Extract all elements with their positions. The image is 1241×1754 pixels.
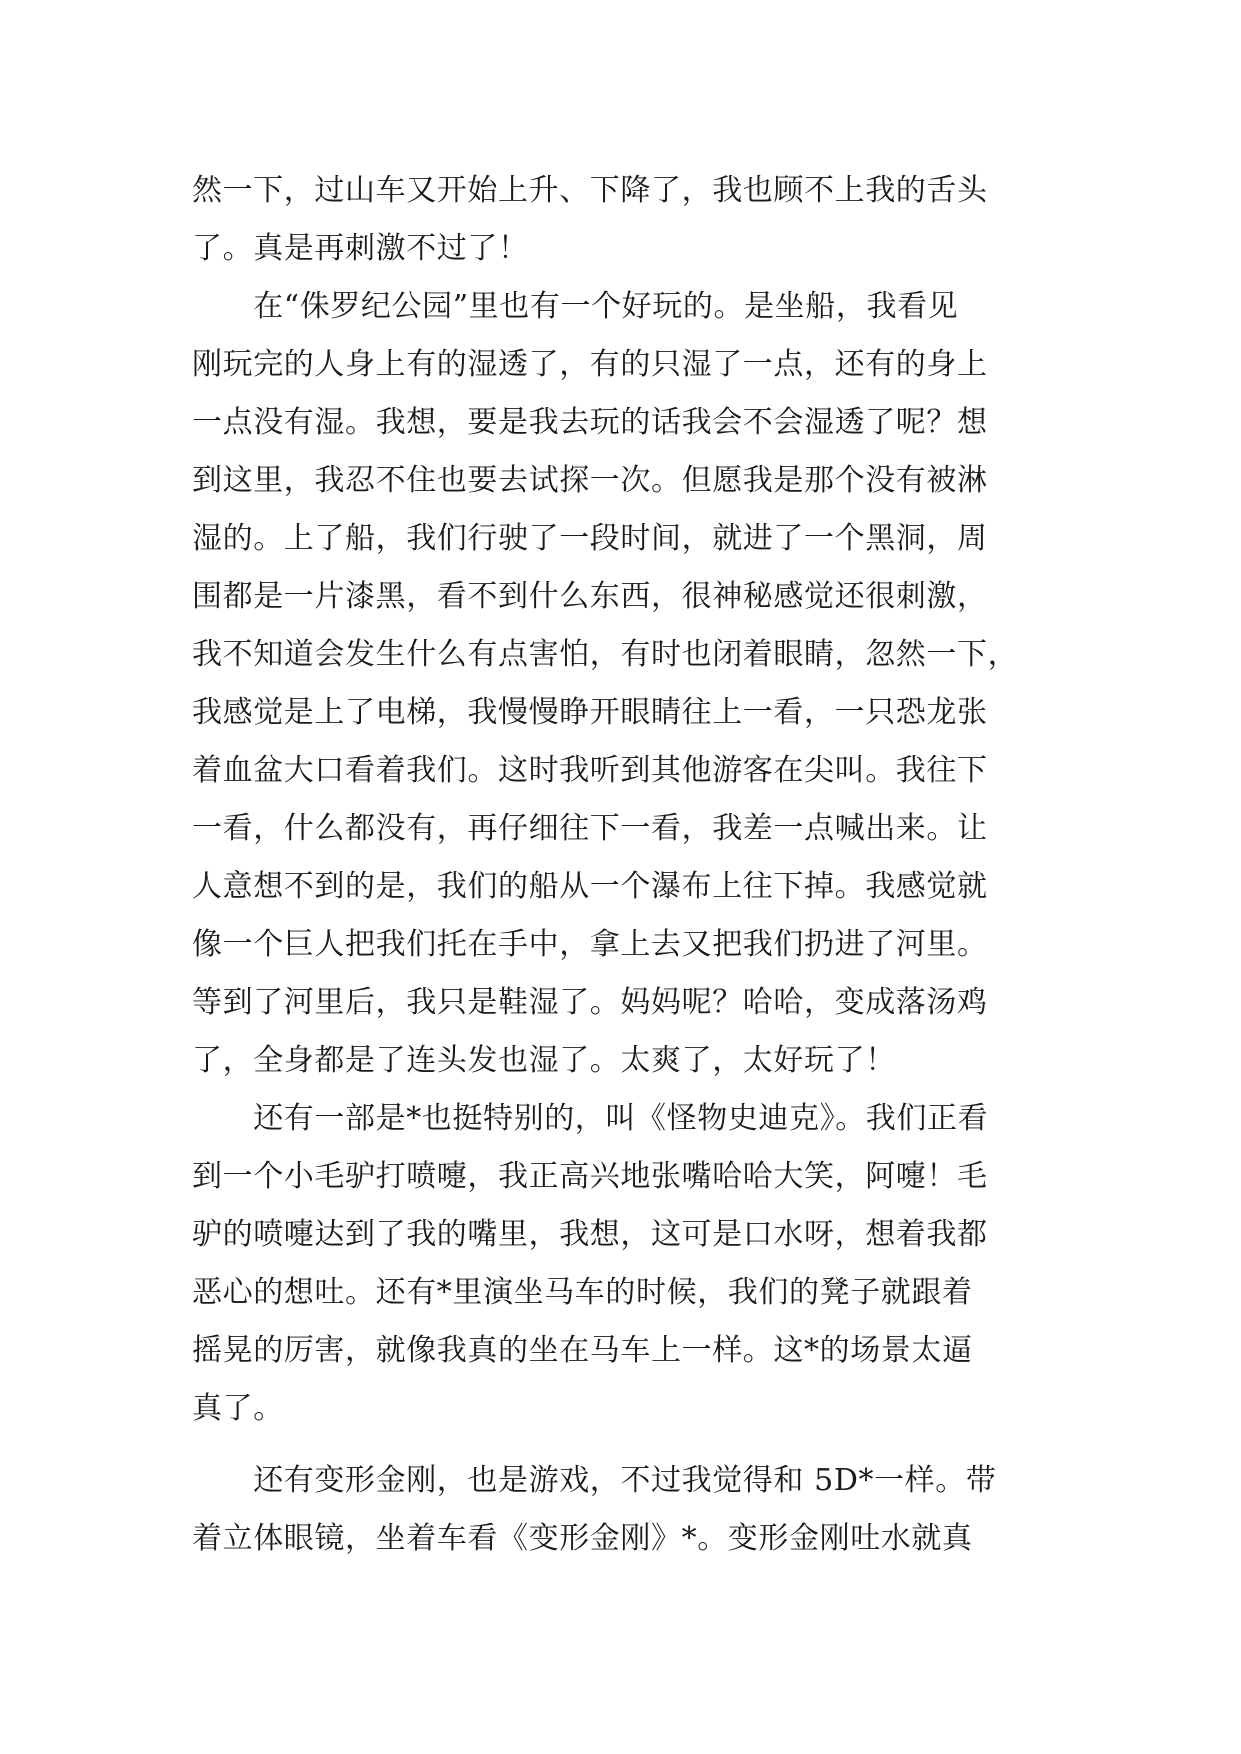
text-line: 真了。 xyxy=(192,1391,284,1426)
text-line: 着立体眼镜，坐着车看《变形金刚》*。变形金刚吐水就真 xyxy=(192,1521,973,1556)
text-line: 一点没有湿。我想，要是我去玩的话我会不会湿透了呢？想 xyxy=(192,405,988,440)
paragraph-4 xyxy=(192,1452,1060,1568)
text-line: 人意想不到的是，我们的船从一个瀑布上往下掉。我感觉就 xyxy=(192,869,988,904)
text-line: 了。真是再刺激不过了！ xyxy=(192,231,529,266)
document-page xyxy=(192,162,1060,1568)
text-line: 像一个巨人把我们托在手中，拿上去又把我们扔进了河里。 xyxy=(192,927,988,962)
text-line: 围都是一片漆黑，看不到什么东西，很神秘感觉还很刺激， xyxy=(192,579,988,614)
text-line: 我不知道会发生什么有点害怕，有时也闭着眼睛，忽然一下， xyxy=(192,637,1019,672)
text-line: 到这里，我忍不住也要去试探一次。但愿我是那个没有被淋 xyxy=(192,463,988,498)
text-line: 我感觉是上了电梯，我慢慢睁开眼睛往上一看，一只恐龙张 xyxy=(192,695,988,730)
paragraph-3 xyxy=(192,1090,1060,1438)
text-line: 恶心的想吐。还有*里演坐马车的时候，我们的凳子就跟着 xyxy=(192,1275,973,1310)
paragraph-1 xyxy=(192,162,1060,278)
text-line: 摇晃的厉害，就像我真的坐在马车上一样。这*的场景太逼 xyxy=(192,1333,973,1368)
paragraph-spacer xyxy=(192,1438,1060,1452)
paragraph-2 xyxy=(192,278,1060,1090)
text-line: 还有变形金刚，也是游戏，不过我觉得和 5D*一样。带 xyxy=(192,1463,997,1498)
text-line: 还有一部是*也挺特别的，叫《怪物史迪克》。我们正看 xyxy=(192,1101,989,1136)
text-line: 等到了河里后，我只是鞋湿了。妈妈呢？哈哈，变成落汤鸡 xyxy=(192,985,988,1020)
text-line: 到一个小毛驴打喷嚏，我正高兴地张嘴哈哈大笑，阿嚏！毛 xyxy=(192,1159,988,1194)
text-line: 一看，什么都没有，再仔细往下一看，我差一点喊出来。让 xyxy=(192,811,988,846)
text-line: 了，全身都是了连头发也湿了。太爽了，太好玩了！ xyxy=(192,1043,896,1078)
text-line: 着血盆大口看着我们。这时我听到其他游客在尖叫。我往下 xyxy=(192,753,988,788)
text-line: 驴的喷嚏达到了我的嘴里，我想，这可是口水呀，想着我都 xyxy=(192,1217,988,1252)
text-line: 在“侏罗纪公园”里也有一个好玩的。是坐船，我看见 xyxy=(192,289,959,324)
text-line: 刚玩完的人身上有的湿透了，有的只湿了一点，还有的身上 xyxy=(192,347,988,382)
text-line: 湿的。上了船，我们行驶了一段时间，就进了一个黑洞，周 xyxy=(192,521,988,556)
text-line: 然一下，过山车又开始上升、下降了，我也顾不上我的舌头 xyxy=(192,173,988,208)
